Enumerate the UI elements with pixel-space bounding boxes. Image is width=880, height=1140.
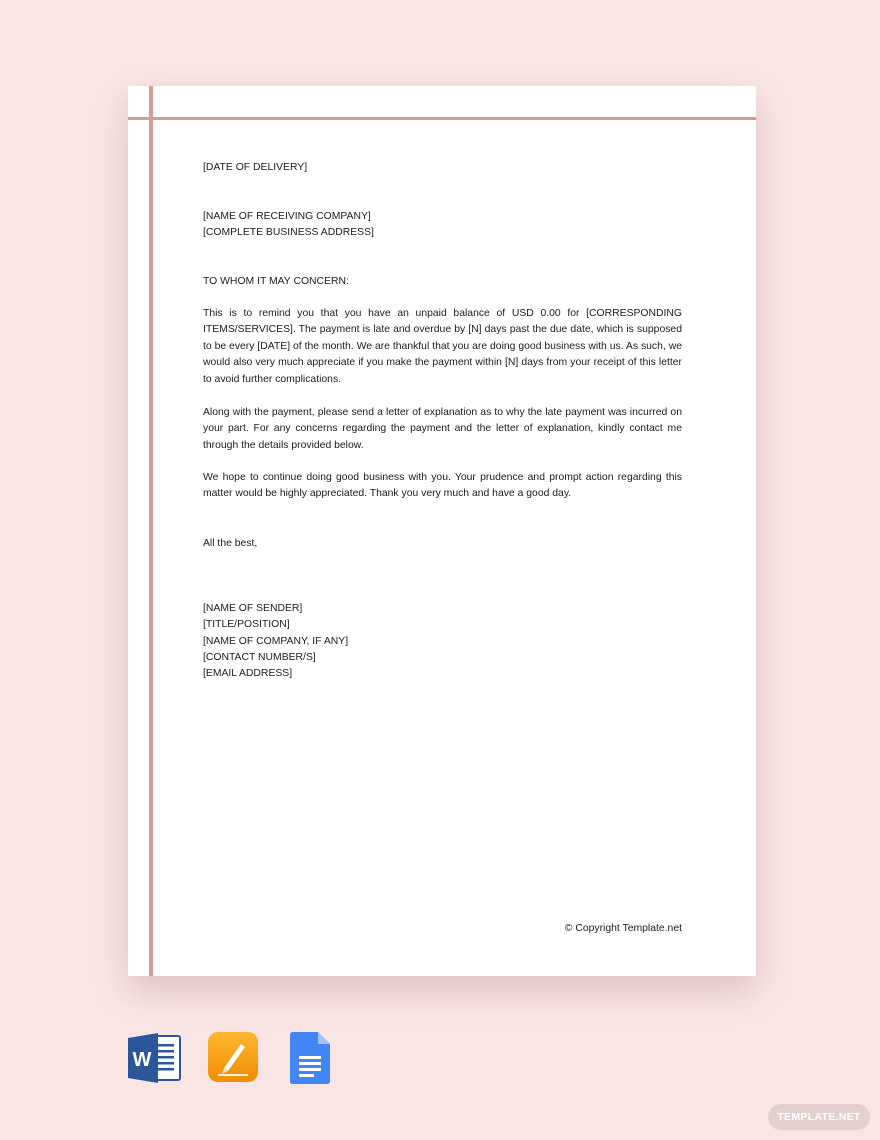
letter-page <box>128 86 756 976</box>
recipient-address: [COMPLETE BUSINESS ADDRESS] <box>203 227 374 238</box>
pages-icon[interactable] <box>208 1032 258 1082</box>
salutation: TO WHOM IT MAY CONCERN: <box>203 276 349 287</box>
closing: All the best, <box>203 538 258 549</box>
recipient-company: [NAME OF RECEIVING COMPANY] <box>203 211 371 222</box>
paragraph-explanation: Along with the payment, please send a letter of explanation as to why the late payment was incurred on your part. For any concerns regarding the payment and the letter of explanation, kindly contact me through the details provided below. <box>203 407 682 451</box>
letter-date: [DATE OF DELIVERY] <box>203 162 308 173</box>
signature-contact: [CONTACT NUMBER/S] <box>203 652 316 663</box>
signature-company: [NAME OF COMPANY, IF ANY] <box>203 636 349 647</box>
template-net-badge[interactable]: TEMPLATE.NET <box>768 1104 870 1130</box>
margin-rule-vertical <box>149 86 153 976</box>
copyright-notice: © Copyright Template.net <box>564 923 682 934</box>
paragraph-reminder: This is to remind you that you have an unpaid balance of USD 0.00 for [CORRESPONDING ITEMS/SERVICES]. The payment is late and overdue by [N] days past the due date, which is supposed to be every [DATE] of the month. We are thankful that you are doing good business with us. As such, we would also very much appreciate if you make the payment within [N] days from your receipt of this letter to avoid further complications. <box>203 308 682 385</box>
signature-email: [EMAIL ADDRESS] <box>203 668 293 679</box>
svg-text:W: W <box>132 1049 152 1071</box>
header-rule-horizontal <box>128 117 756 120</box>
word-icon[interactable] <box>128 1032 182 1084</box>
google-docs-icon[interactable] <box>290 1032 330 1084</box>
paragraph-closing-remarks: We hope to continue doing good business with you. Your prudence and prompt action regarding this matter would be highly appreciated. Thank you very much and have a good day. <box>203 472 682 500</box>
signature-sender-name: [NAME OF SENDER] <box>203 603 303 614</box>
signature-title: [TITLE/POSITION] <box>203 619 290 630</box>
